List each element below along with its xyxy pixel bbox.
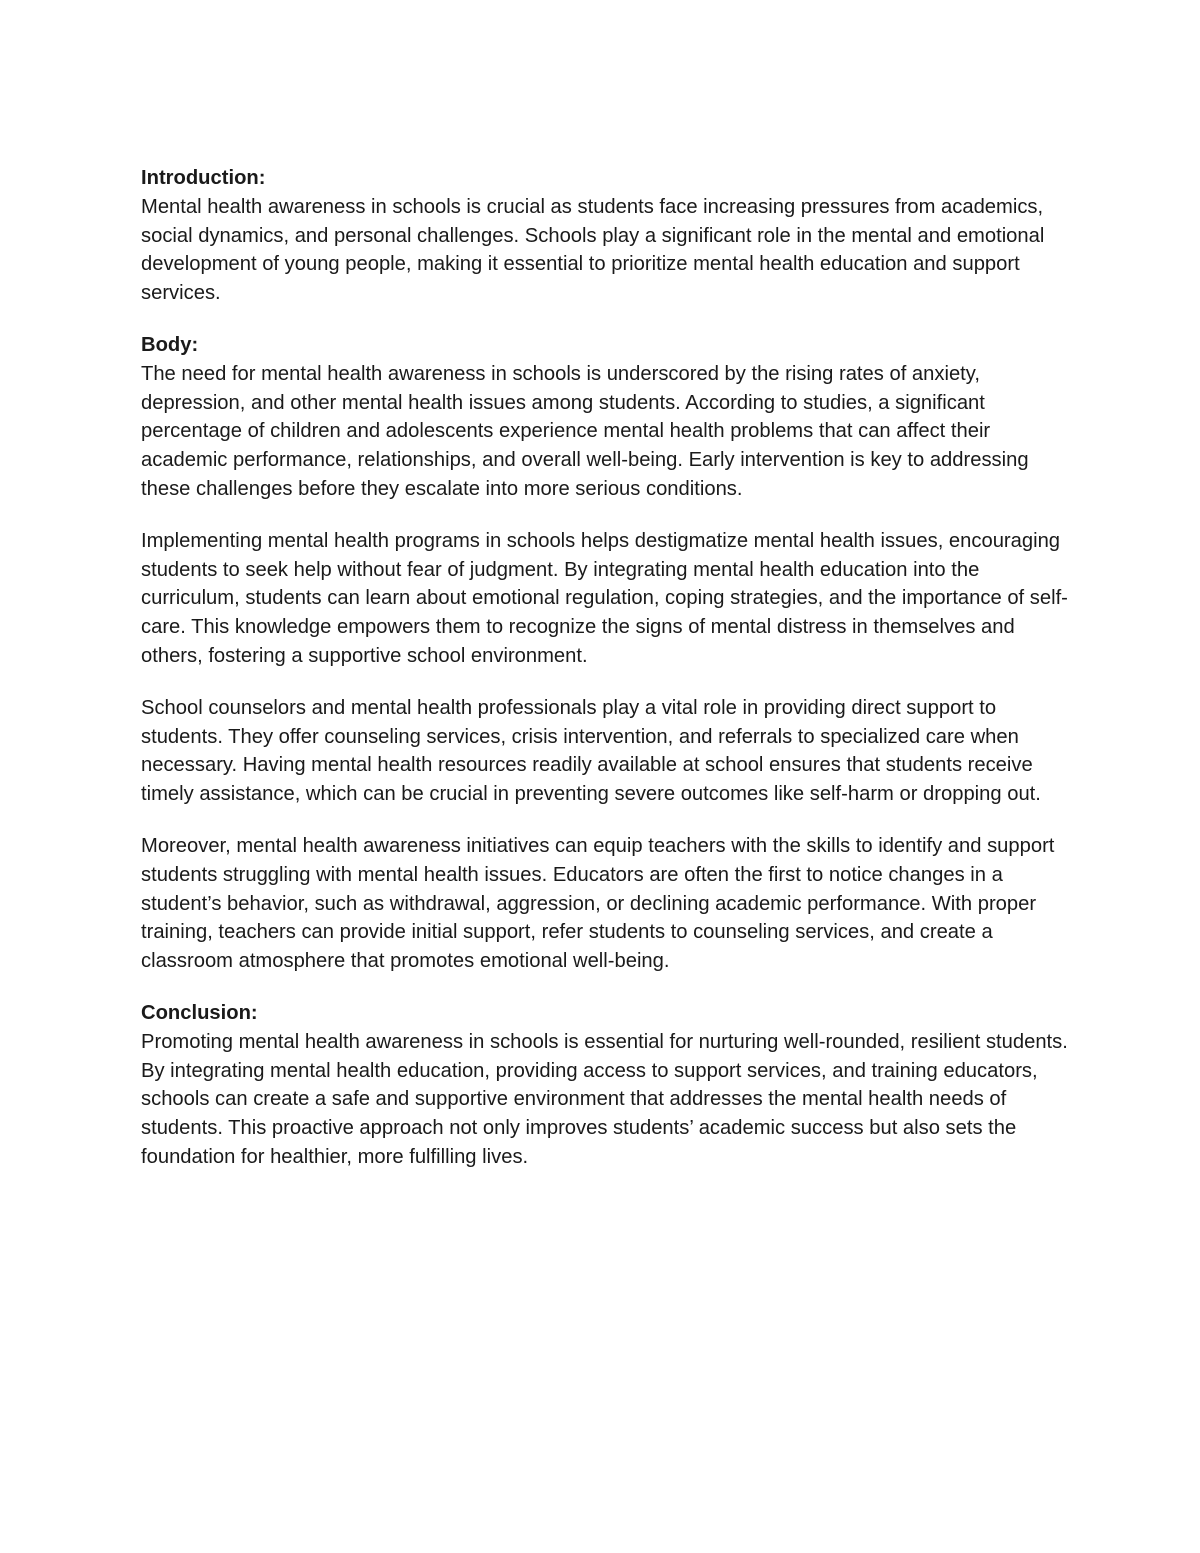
document-body [141, 164, 1071, 1195]
body-paragraph-1: The need for mental health awareness in schools is underscored by the rising rates of anxiety, depression, and other mental health issues among students. According to studies, a significant percentage of children and adolescents experience mental health problems that can affect their academic performance, relationships, and overall well-being. Early intervention is key to addressing these challenges before they escalate into more serious conditions. [141, 362, 1029, 500]
body-heading: Body: [141, 333, 199, 356]
body-paragraph-4: Moreover, mental health awareness initiatives can equip teachers with the skills to identify and support students struggling with mental health issues. Educators are often the first to notice changes in a student’s behavior, such as withdrawal, aggression, or declining academic performance. With proper training, teachers can provide initial support, refer students to counseling services, and create a classroom atmosphere that promotes emotional well-being. [141, 834, 1055, 973]
body-paragraph-3: School counselors and mental health professionals play a vital role in providing direct support to students. They offer counseling services, crisis intervention, and referrals to specialized care when necessary. Having mental health resources readily available at school ensures that students receive timely assistance, which can be crucial in preventing severe outcomes like self-harm or dropping out. [141, 696, 1041, 806]
introduction-heading: Introduction: [141, 167, 266, 189]
conclusion-paragraph: Promoting mental health awareness in schools is essential for nurturing well-rounded, resilient students. By integrating mental health education, providing access to support services, and training educators, schools can create a safe and supportive environment that addresses the mental health needs of students. This proactive approach not only improves students’ academic success but also sets the foundation for healthier, more fulfilling lives. [141, 1030, 1068, 1168]
conclusion-heading: Conclusion: [141, 1001, 258, 1024]
body-paragraph-2: Implementing mental health programs in schools helps destigmatize mental health issues, encouraging students to seek help without fear of judgment. By integrating mental health education into the curriculum, students can learn about emotional regulation, coping strategies, and the importance of self-care. This knowledge empowers them to recognize the signs of mental distress in themselves and others, fostering a supportive school environment. [141, 529, 1068, 667]
introduction-paragraph: Mental health awareness in schools is crucial as students face increasing pressures from academics, social dynamics, and personal challenges. Schools play a significant role in the mental and emotional development of young people, making it essential to prioritize mental health education and support services. [141, 195, 1045, 305]
